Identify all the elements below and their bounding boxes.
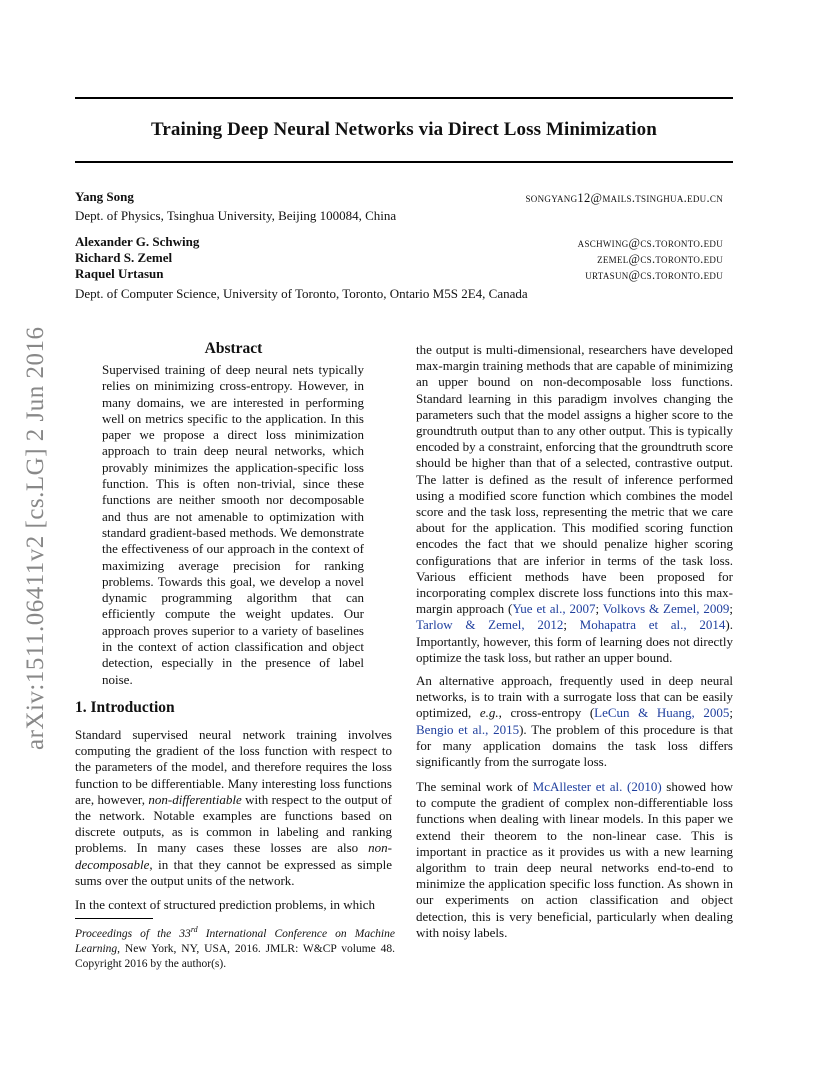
footnote-rule xyxy=(75,918,153,919)
citation-link[interactable]: McAllester et al. (2010) xyxy=(532,779,662,794)
intro-text: with respect to the output of the network. Notable examples are functions based on discrete outputs, as is common in labeling and ranking problems. In many cases these losses are also xyxy=(75,791,393,856)
author-name: Yang Song xyxy=(75,189,134,204)
author-email[interactable]: aschwing@cs.toronto.edu xyxy=(577,236,723,250)
author-name: Richard S. Zemel xyxy=(75,250,173,265)
intro-text: Standard supervised neural network training involves computing the gradient of the loss function with respect to the parameters of the model, and therefore requires the loss function to be differentiable. Many interesting loss functions are, however, xyxy=(75,727,392,807)
paper-title: Training Deep Neural Networks via Direct Loss Minimization xyxy=(151,119,657,140)
footnote-superscript: rd xyxy=(190,925,198,934)
citation-link[interactable]: LeCun & Huang, 2005 xyxy=(594,705,730,721)
intro-emphasis: non-differentiable xyxy=(148,791,242,807)
intro-paragraph-2: In the context of structured prediction problems, in which xyxy=(75,897,376,912)
body-text: the output is multi-dimensional, researchers have developed max-margin training methods that are capable of minimizing an upper bound on non-decomposable loss functions. Standard learning in this paradigm involves changing the parameters such that the model assigns a higher score to the groundtruth output than to any other output. This is typically encoded by a constraint, enforcing that the groundtruth score should be higher than that of a selected, contrastive output. The latter is defined as the result of inference performed using a modified score function which combines the model score and the task loss, representing the metric that we care about for the application. This modified scoring function encodes the fact that we should penalize higher scoring configurations that are inferior in terms of the task loss. Various efficient methods have been proposed for incorporating complex discrete loss functions into this max-margin approach ( xyxy=(416,342,733,617)
citation-link[interactable]: Tarlow & Zemel, 2012 xyxy=(416,617,564,633)
footnote-text: , New York, NY, USA, 2016. JMLR: W&CP volume 48. Copyright 2016 by the author(s). xyxy=(75,942,395,970)
citation-link[interactable]: Volkovs & Zemel, 2009 xyxy=(602,601,730,617)
footnote-venue: Proceedings of the 33 xyxy=(75,928,191,940)
body-text: ; xyxy=(729,705,733,721)
body-text: ; xyxy=(729,601,734,617)
body-text: ; xyxy=(595,601,603,617)
title-top-rule xyxy=(75,97,733,99)
body-text: ). Importantly, however, this form of learning does not directly optimize the task loss, but rather an upper bound. xyxy=(416,617,733,665)
abstract-heading: Abstract xyxy=(204,340,263,357)
section-heading-introduction: 1. Introduction xyxy=(75,699,175,716)
author-name: Alexander G. Schwing xyxy=(75,234,200,249)
body-text: , cross-entropy ( xyxy=(498,705,595,721)
body-text: ; xyxy=(563,617,580,633)
author-name: Raquel Urtasun xyxy=(75,266,164,281)
footnote xyxy=(75,923,395,971)
citation-link[interactable]: Yue et al., 2007 xyxy=(512,601,596,617)
affiliation: Dept. of Physics, Tsinghua University, Beijing 100084, China xyxy=(75,208,397,223)
author-email[interactable]: songyang12@mails.tsinghua.edu.cn xyxy=(525,191,723,205)
footnote-venue: International Conference on Machine Learning xyxy=(75,928,395,955)
body-text: ). The problem of this procedure is that for many application domains the task loss differs significantly from the surrogate loss. xyxy=(416,721,733,770)
citation-link[interactable]: Bengio et al., 2015 xyxy=(416,721,520,737)
abstract-body: Supervised training of deep neural nets typically relies on minimizing cross-entropy. However, in many domains, we are interested in performing well on metrics specific to the application. In this paper we propose a direct loss minimization approach to train deep neural networks, which provably minimizes the application-specific loss function. This is often non-trivial, since these functions are neither smooth nor decomposable and thus are not amenable to optimization with standard gradient-based methods. We demonstrate the effectiveness of our approach in the context of maximizing average precision for ranking problems. Towards this goal, we develop a novel dynamic programming algorithm that can efficiently compute the weight updates. Our approach proves superior to a variety of baselines in the context of action classification and object detection, especially in the presence of label noise. xyxy=(102,362,364,687)
body-emphasis: e.g. xyxy=(479,705,499,721)
intro-text: , in that they cannot be expressed as simple sums over the output units of the network. xyxy=(75,856,392,888)
right-paragraph-1 xyxy=(416,342,733,666)
intro-paragraph-1 xyxy=(75,727,392,889)
affiliation: Dept. of Computer Science, University of Toronto, Toronto, Ontario M5S 2E4, Canada xyxy=(75,286,528,301)
citation-link[interactable]: Mohapatra et al., 2014 xyxy=(579,617,726,633)
body-text: The seminal work of xyxy=(416,779,533,794)
title-bottom-rule xyxy=(75,161,733,163)
body-text: An alternative approach, frequently used in deep neural networks, is to train with a surrogate loss that can be easily optimized, xyxy=(416,673,733,721)
right-paragraph-3 xyxy=(416,779,733,941)
intro-emphasis: non-decomposable xyxy=(75,840,392,872)
body-text: showed how to compute the gradient of complex non-differentiable loss functions when dealing with linear models. In this paper we extend their theorem to the non-linear case. This is important in practice as it provides us with a new learning algorithm to train deep neural networks end-to-end to minimize the application specific loss function. As shown in our experiments on action classification and object detection, this is very beneficial, particularly when dealing with noisy labels. xyxy=(416,779,733,940)
right-paragraph-2 xyxy=(416,673,733,770)
arxiv-stamp: arXiv:1511.06411v2 [cs.LG] 2 Jun 2016 xyxy=(22,326,49,750)
author-email[interactable]: urtasun@cs.toronto.edu xyxy=(585,268,723,282)
author-email[interactable]: zemel@cs.toronto.edu xyxy=(597,252,723,266)
